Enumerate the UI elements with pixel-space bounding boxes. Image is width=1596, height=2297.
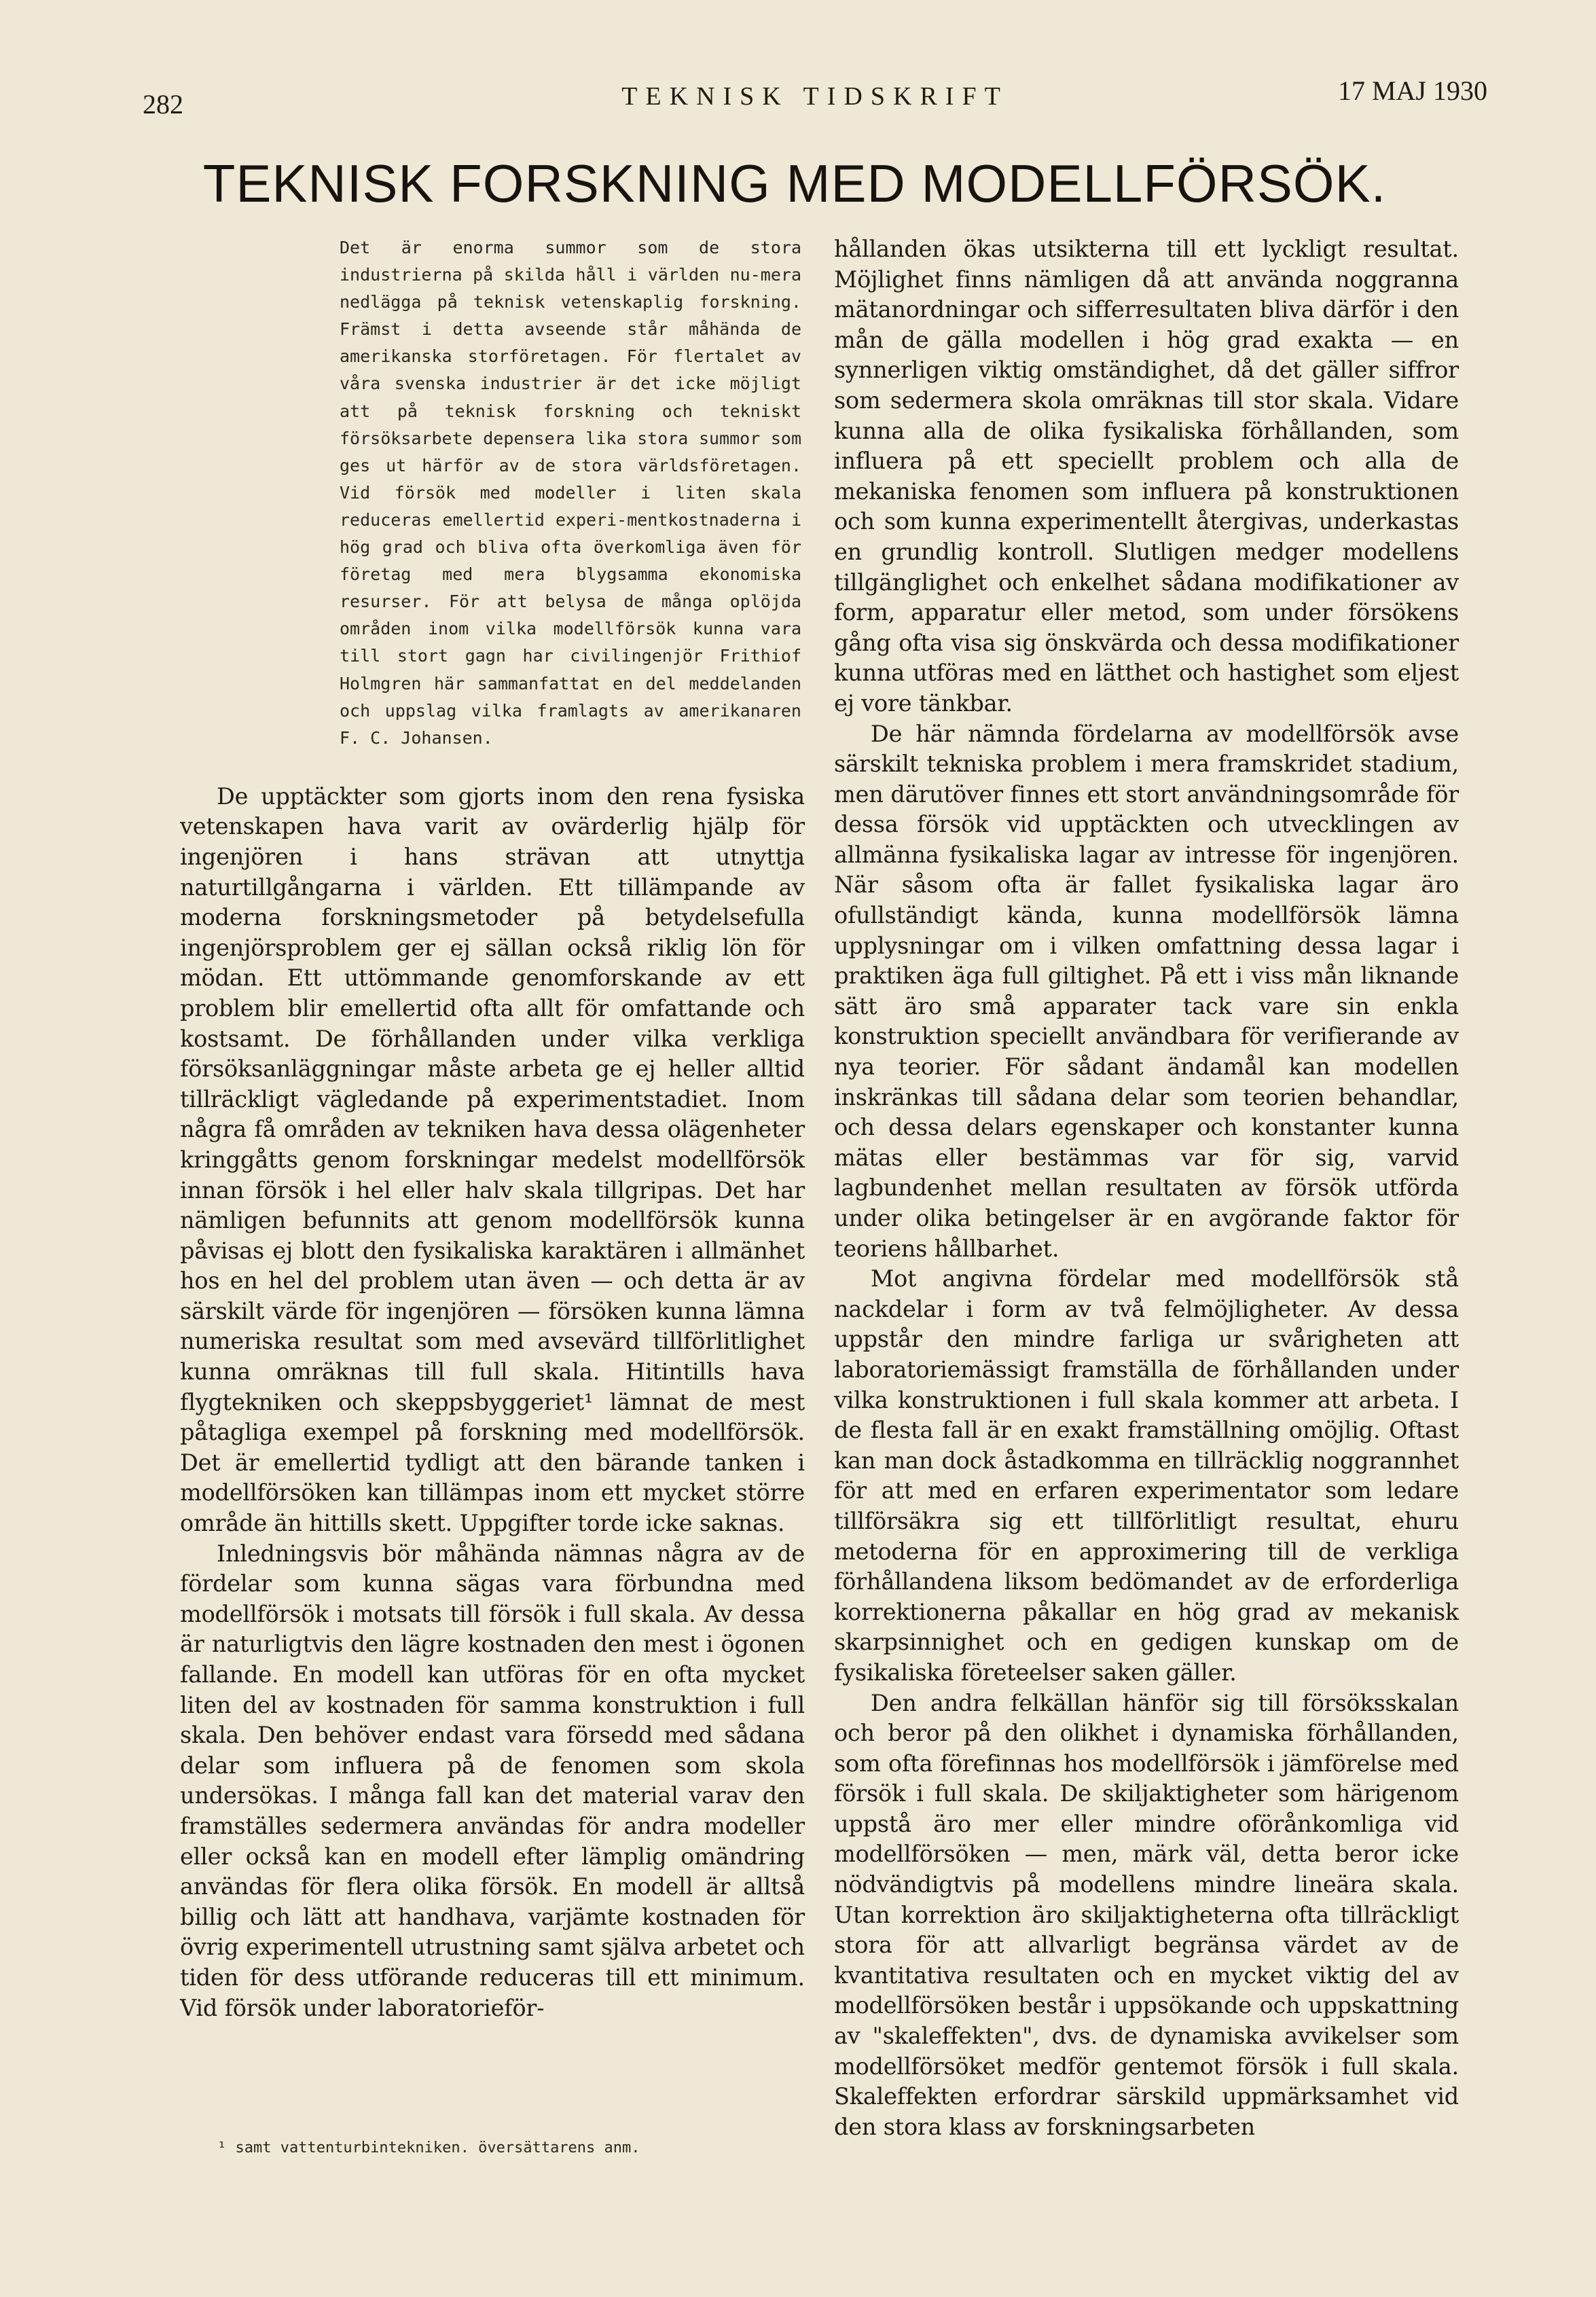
- body-paragraph: Mot angivna fördelar med modellförsök stå nackdelar i form av två felmöjligheter. Av dessa uppstår den mindre farliga ur svårigheten att laboratoriemässigt framställa de förhållanden under vilka konstruktionen i full skala kommer att arbeta. I de flesta fall är en exakt framställning omöjlig. Oftast kan man dock åstadkomma en tillräcklig noggrannhet för att med en erfaren experimentator som ledare tillförsäkra sig ett tillförlitligt resultat, ehuru metoderna för en approximering till de verkliga förhållandena liksom bedömandet av de erforderliga korrektionerna påkallar en hög grad av mekanisk skarpsinnighet och en gedigen kunskap om de fysikaliska företeelser saken gäller.: [834, 1265, 1459, 1686]
- issue-date: 17 MAJ 1930: [1337, 75, 1487, 106]
- body-paragraph: De här nämnda fördelarna av modellförsök avse särskilt tekniska problem i mera framskridet stadium, men därutöver finnes ett stort användningsområde för dessa försök vid upptäckten och utvecklingen av allmänna fysikaliska lagar av intresse för ingenjören. När såsom ofta är fallet fysikaliska lagar äro ofullständigt kända, kunna modellförsök lämna upplysningar om i vilken omfattning dessa lagar i praktiken äga full giltighet. På ett i viss mån liknande sätt äro små apparater tack vare sin enkla konstruktion speciellt användbara för verifierande av nya teorier. För sådant ändamål kan modellen inskränkas till sådana delar som teorien behandlar, och dessa delars egenskaper och konstanter kunna mätas eller bestämmas var för sig, varvid lagbundenhet mellan resultaten av försök utförda under olika betingelser är en avgörande faktor för teoriens hållbarhet.: [834, 720, 1459, 1262]
- body-paragraph: Inledningsvis bör måhända nämnas några av de fördelar som kunna sägas vara förbundna med modellförsök i motsats till försök i full skala. Av dessa är naturligtvis den lägre kostnaden den mest i ögonen fallande. En modell kan utföras för en ofta mycket liten del av kostnaden för samma konstruktion i full skala. Den behöver endast vara försedd med sådana delar som influera på de fenomen som skola undersökas. I många fall kan det material varav den framställes sedermera användas för andra modeller eller också kan en modell efter lämplig omändring användas för flera olika försök. En modell är alltså billig och lätt att handhava, varjämte kostnaden för övrig experimentell utrustning samt själva arbetet och tiden för dess utförande reduceras till ett minimum. Vid försök under laboratorieför-: [180, 1540, 805, 2021]
- journal-name: TEKNISK TIDSKRIFT: [621, 82, 1009, 111]
- running-header: [143, 75, 1487, 122]
- right-column: [834, 234, 1459, 2142]
- body-paragraph: De upptäckter som gjorts inom den rena fysiska vetenskapen hava varit av ovärderlig hjälp för ingenjören i hans strävan att utnyttja naturtillgångarna i världen. Ett tillämpande av moderna forskningsmetoder på betydelsefulla ingenjörsproblem ger ej sällan också riklig lön för mödan. Ett uttömmande genomforskande av ett problem blir emellertid ofta allt för omfattande och kostsamt. De förhållanden under vilka verkliga försöksanläggningar måste arbeta ge ej heller alltid tillräckligt vägledande på experimentstadiet. Inom några få områden av tekniken hava dessa olägenheter kringgåtts genom forskningar medelst modellförsök innan försök i hel eller halv skala tillgripas. Det har nämligen befunnits att genom modellförsök kunna påvisas ej blott den fysikaliska karaktären i allmänhet hos en hel del problem utan även — och detta är av särskilt värde för ingenjören — försöken kunna lämna numeriska resultat som med avsevärd tillförlitlighet kunna omräknas till full skala. Hitintills hava flygtekniken och skeppsbyggeriet¹ lämnat de mest påtagliga exempel på forskning med modellförsök. Det är emellertid tydligt att den bärande tanken i modellförsöken kan tillämpas inom ett mycket större område än hittills skett. Uppgifter torde icke saknas.: [180, 782, 805, 1537]
- footnote: ¹ samt vattenturbintekniken. översättarens anm.: [217, 2139, 640, 2156]
- page-number: 282: [143, 89, 183, 120]
- left-column: [180, 234, 805, 2023]
- body-paragraph: Den andra felkällan hänför sig till försöksskalan och beror på den olikhet i dynamiska förhållanden, som ofta förefinnas hos modellförsök i jämförelse med försök i full skala. De skiljaktigheter som härigenom uppstå äro mer eller mindre oförånkomliga vid modellförsöken — men, märk väl, detta beror icke nödvändigtvis på modellens mindre lineära skala. Utan korrektion äro skiljaktigheterna ofta tillräckligt stora för att allvarligt begränsa värdet av de kvantitativa resultaten och en mycket viktig del av modellförsöken består i uppsökande och uppskattning av "skaleffekten", dvs. de dynamiska avvikelser som modellförsöket medför gentemot försök i full skala. Skaleffekten erfordrar särskild uppmärksamhet vid den stora klass av forskningsarbeten: [834, 1689, 1459, 2140]
- article-title: TEKNISK FORSKNING MED MODELLFÖRSÖK.: [202, 153, 1387, 213]
- body-paragraph: hållanden ökas utsikterna till ett lyckligt resultat. Möjlighet finns nämligen då att använda noggranna mätanordningar och sifferresultaten bliva därför i den mån de gälla modellen i hög grad exakta — en synnerligen viktig omständighet, då det gäller siffror som sedermera skola omräknas till stor skala. Vidare kunna alla de olika fysikaliska förhållanden, som influera på ett speciellt problem och alla de mekaniska fenomen som influera på konstruktionen och som kunna experimentellt återgivas, underkastas en grundlig kontroll. Slutligen medger modellens tillgänglighet och enkelhet sådana modifikationer av form, apparatur eller metod, som under försökens gång ofta visa sig önskvärda och dessa modifikationer kunna utföras med en lätthet och hastighet som eljest ej vore tänkbar.: [834, 236, 1459, 717]
- article-intro: Det är enorma summor som de stora industrierna på skilda håll i världen nu-mera nedlägga på teknisk vetenskaplig forskning. Främst i detta avseende står måhända de amerikanska storföretagen. För flertalet av våra svenska industrier är det icke möjligt att på teknisk forskning och tekniskt försöksarbete depensera lika stora summor som ges ut härför av de stora världsföretagen. Vid försök med modeller i liten skala reduceras emellertid experi-mentkostnaderna i hög grad och bliva ofta överkomliga även för företag med mera blygsamma ekonomiska resurser. För att belysa de många oplöjda områden inom vilka modellförsök kunna vara till stort gagn har civilingenjör Frithiof Holmgren här sammanfattat en del meddelanden och uppslag vilka framlagts av amerikanaren F. C. Johansen.: [340, 238, 801, 748]
